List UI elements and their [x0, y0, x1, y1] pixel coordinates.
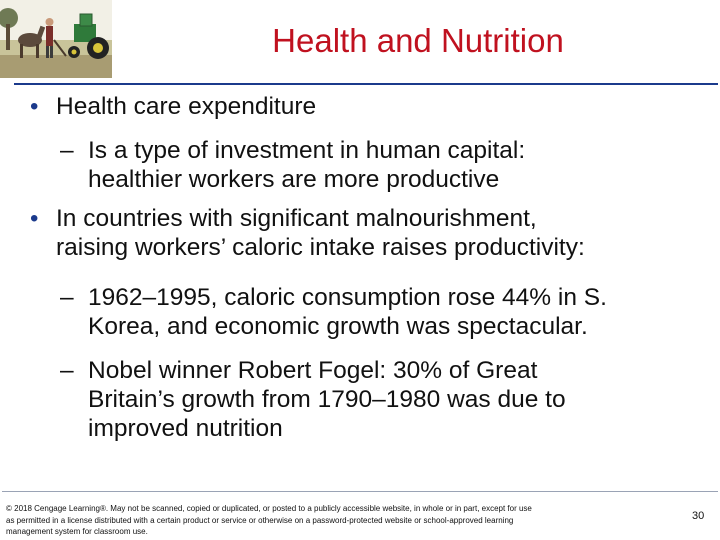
- copyright-notice: [6, 503, 671, 538]
- dash-marker: –: [60, 284, 74, 311]
- footer-divider: [2, 491, 718, 492]
- bullet-text: healthier workers are more productive: [88, 166, 500, 193]
- copyright-line: management system for classroom use.: [6, 527, 148, 536]
- title-divider: [14, 83, 718, 85]
- dash-marker: –: [60, 137, 74, 164]
- page-number: 30: [692, 510, 705, 522]
- bullet-text: Health care expenditure: [56, 93, 317, 120]
- bullet-text: improved nutrition: [88, 415, 283, 442]
- bullet-text: Britain’s growth from 1790–1980 was due to: [88, 386, 566, 413]
- bullet-text: Korea, and economic growth was spectacular.: [88, 313, 588, 340]
- bullet-dot-icon: •: [30, 205, 39, 232]
- bullet-text: 1962–1995, caloric consumption rose 44% in S.: [88, 284, 607, 311]
- bullet-dot-icon: •: [30, 93, 39, 120]
- bullet-text: In countries with significant malnourishment,: [56, 205, 537, 232]
- dash-marker: –: [60, 357, 74, 384]
- bullet-text: raising workers’ caloric intake raises productivity:: [56, 234, 585, 261]
- copyright-line: © 2018 Cengage Learning®. May not be scanned, copied or duplicated, or posted to a publicly accessible website, in whole or in part, except for use: [6, 504, 532, 513]
- bullet-text: Is a type of investment in human capital:: [88, 137, 526, 164]
- slide-title: Health and Nutrition: [272, 22, 564, 59]
- farm-illustration: [0, 0, 112, 78]
- bullet-text: Nobel winner Robert Fogel: 30% of Great: [88, 357, 538, 384]
- copyright-line: as permitted in a license distributed with a certain product or service or otherwise on a password-protected website or school-approved learning: [6, 515, 514, 525]
